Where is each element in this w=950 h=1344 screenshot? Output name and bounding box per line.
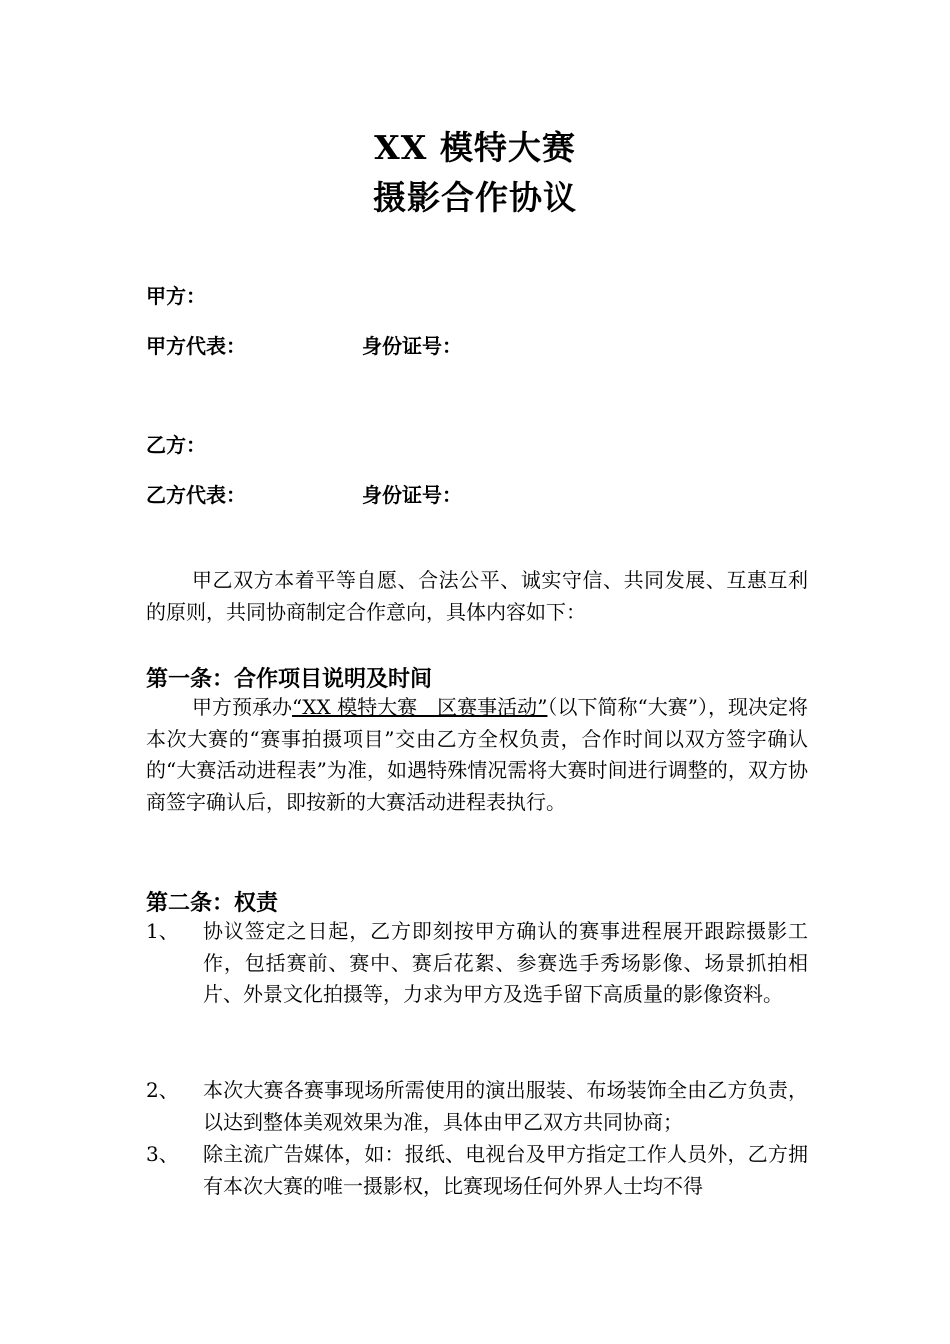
article-1-heading: 第一条：合作项目说明及时间 bbox=[146, 666, 433, 692]
list-item bbox=[146, 1075, 808, 1138]
intro-paragraph: 甲乙双方本着平等自愿、合法公平、诚实守信、共同发展、互惠互利的原则，共同协商制定合作意向，具体内容如下： bbox=[146, 568, 808, 624]
list-item-number: 2、 bbox=[146, 1078, 179, 1102]
article-2-heading: 第二条：权责 bbox=[146, 890, 279, 916]
party-b-representative-label: 乙方代表： bbox=[146, 483, 246, 507]
party-b-label: 乙方： bbox=[146, 433, 206, 457]
party-b-id-label: 身份证号： bbox=[362, 483, 462, 507]
article-1-prefix: 甲方预承办 bbox=[192, 695, 293, 719]
article-1-body bbox=[146, 692, 808, 818]
list-item-text: 除主流广告媒体，如：报纸、电视台及甲方指定工作人员外，乙方拥有本次大赛的唯一摄影权，比赛现场任何外界人士均不得 bbox=[203, 1142, 808, 1198]
party-a-id-label: 身份证号： bbox=[362, 334, 462, 358]
list-item-number: 3、 bbox=[146, 1142, 179, 1166]
list-item-text: 本次大赛各赛事现场所需使用的演出服装、布场装饰全由乙方负责，以达到整体美观效果为准，具体由甲乙双方共同协商； bbox=[203, 1078, 808, 1134]
event-name: “XX 模特大赛 区赛事活动” bbox=[292, 695, 548, 719]
list-item bbox=[146, 1139, 808, 1202]
list-item-text: 协议签定之日起，乙方即刻按甲方确认的赛事进程展开跟踪摄影工作，包括赛前、赛中、赛后花絮、参赛选手秀场影像、场景抓拍相片、外景文化拍摄等，力求为甲方及选手留下高质量的影像资料。 bbox=[203, 919, 808, 1006]
party-a-representative-label: 甲方代表： bbox=[146, 334, 246, 358]
article-1-text: （以下简称“大赛”），现决定将本次大赛的“赛事拍摄项目”交由乙方全权负责，合作时间以双方签字确认的“大赛活动进程表”为准，如遇特殊情况需将大赛时间进行调整的，双方协商签字确认后，即按新的大赛活动进程表执行。 bbox=[146, 695, 808, 814]
document-subtitle: 摄影合作协议 bbox=[373, 178, 577, 217]
party-a-label: 甲方： bbox=[146, 284, 206, 308]
list-item-number: 1、 bbox=[146, 919, 179, 943]
list-item bbox=[146, 916, 808, 1011]
document-title: XX 模特大赛 bbox=[374, 128, 576, 167]
